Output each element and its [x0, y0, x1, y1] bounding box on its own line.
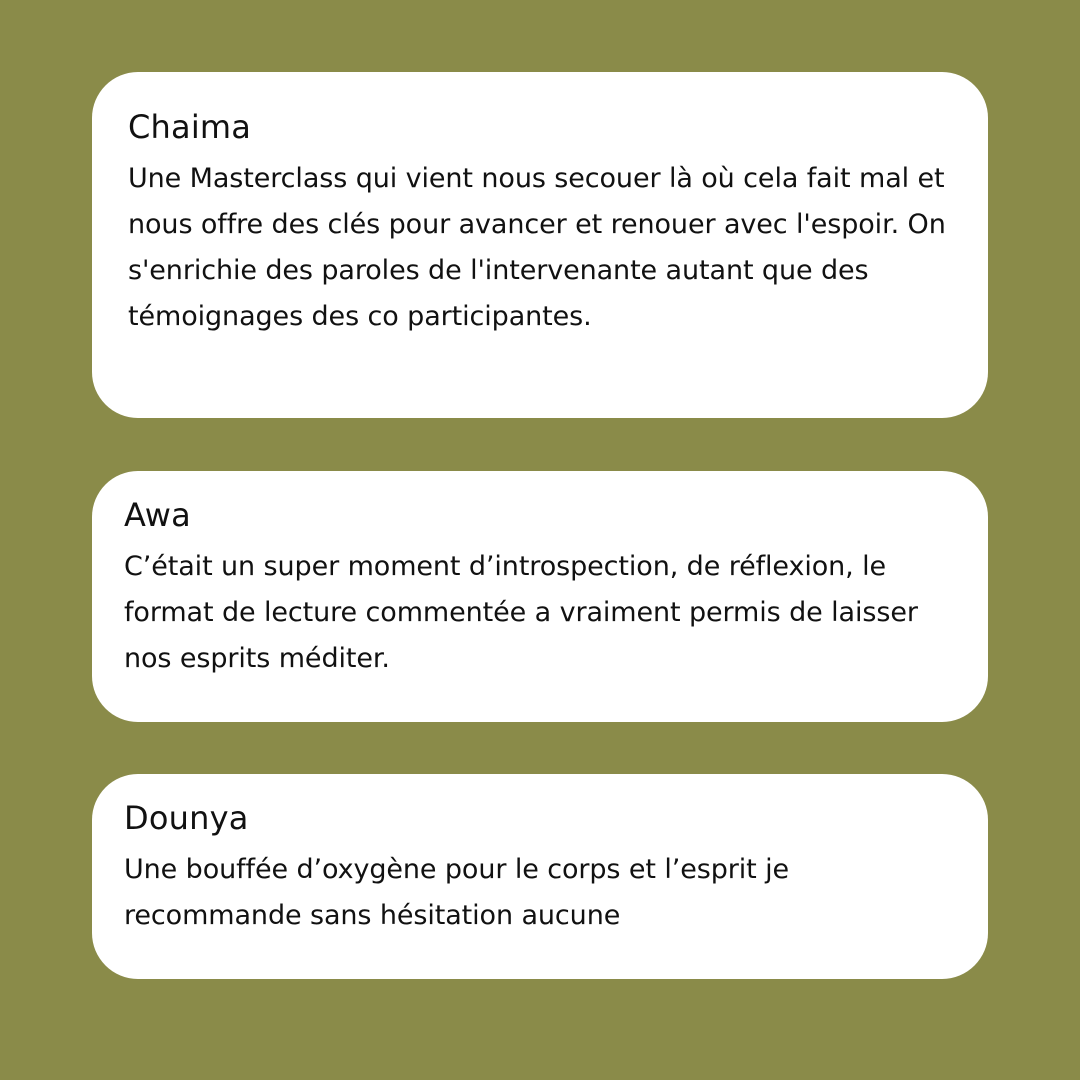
- testimonial-card-chaima: [92, 72, 988, 418]
- testimonial-card-dounya: [92, 774, 988, 979]
- testimonial-text: C’était un super moment d’introspection, de réflexion, le format de lecture commentée a vraiment permis de laisser nos esprits méditer.: [124, 551, 918, 674]
- testimonial-author: Chaima: [128, 108, 252, 146]
- testimonial-text: Une bouffée d’oxygène pour le corps et l’esprit je recommande sans hésitation aucune: [124, 854, 790, 931]
- testimonial-author: Awa: [124, 496, 191, 534]
- testimonial-author: Dounya: [124, 799, 249, 837]
- testimonial-card-awa: [92, 471, 988, 722]
- testimonial-text: Une Masterclass qui vient nous secouer là où cela fait mal et nous offre des clés pour avancer et renouer avec l'espoir. On s'enrichie des paroles de l'intervenante autant que des témoignages des co participantes.: [128, 163, 946, 332]
